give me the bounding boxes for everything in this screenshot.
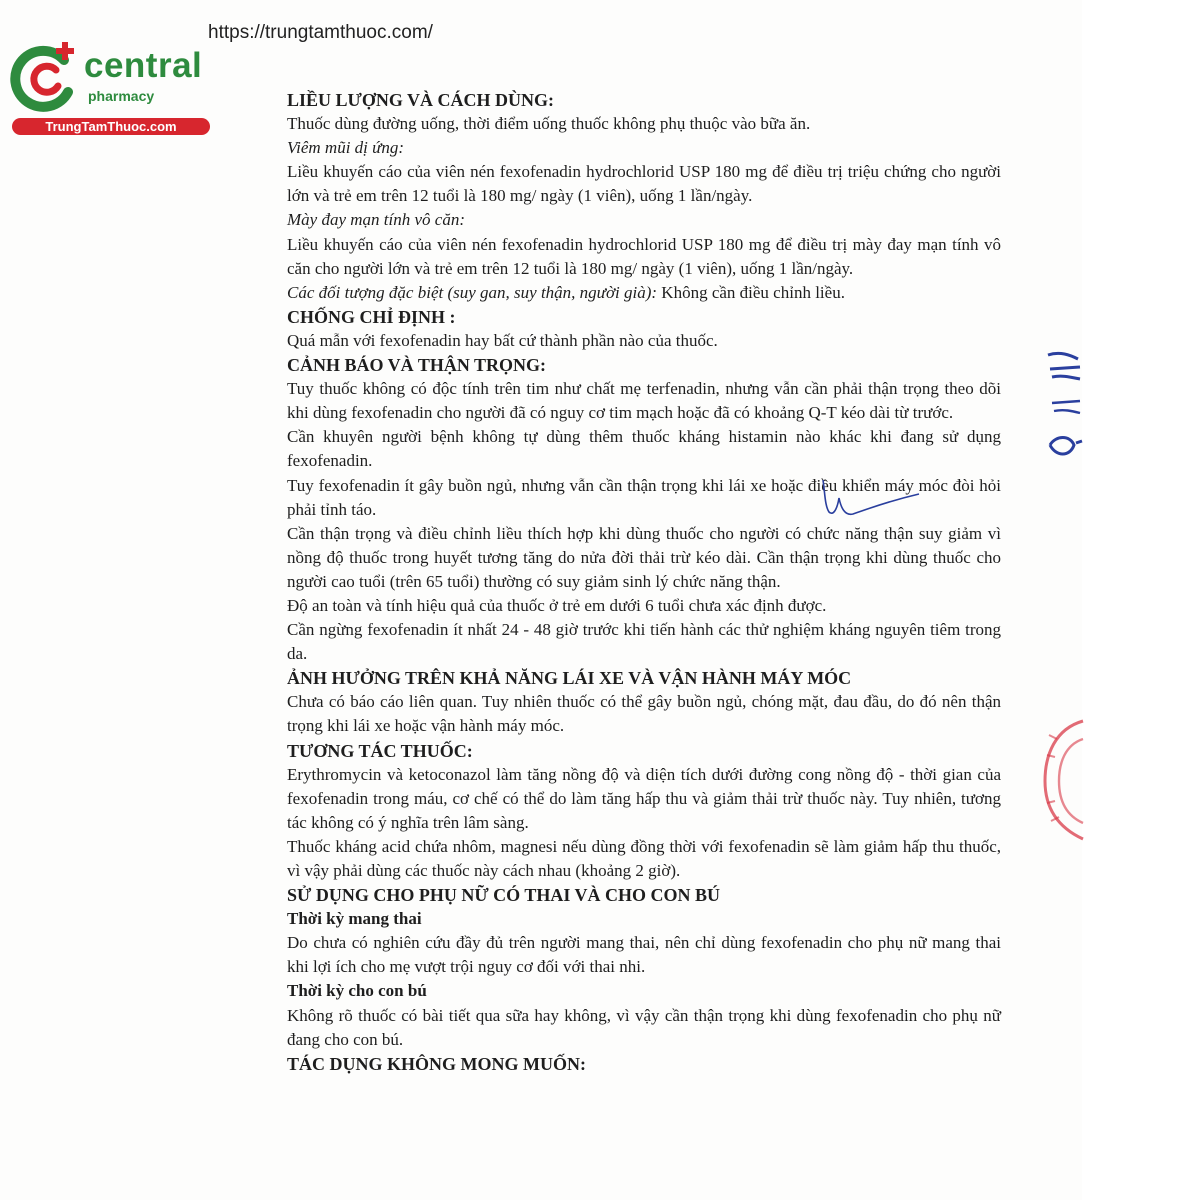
blue-stamp-edge <box>1040 345 1085 475</box>
handwritten-signature <box>815 472 925 522</box>
paragraph: Cần thận trọng và điều chỉnh liều thích hợp khi dùng thuốc cho người có chức năng thận suy giảm vì nồng độ thuốc trong huyết tương tăng do nửa đời thải trừ kéo dài. Cần thận trọng khi dùng thuốc cho người cao tuổi (trên 65 tuổi) thường có suy giảm sinh lý chức năng thận. <box>287 523 1001 591</box>
subheading: Thời kỳ cho con bú <box>287 981 427 1001</box>
paragraph: Liều khuyến cáo của viên nén fexofenadin hydrochlorid USP 180 mg để điều trị mày đay mạn tính vô căn cho người lớn và trẻ em trên 12 tuổi là 180 mg/ ngày (1 viên), uống 1 lần/ngày. <box>287 234 1001 278</box>
document-body <box>287 88 1001 1076</box>
subheading: Thời kỳ mang thai <box>287 909 422 929</box>
paragraph: Do chưa có nghiên cứu đầy đủ trên người mang thai, nên chỉ dùng fexofenadin cho phụ nữ mang thai khi lợi ích cho mẹ vượt trội nguy cơ đối với thai nhi. <box>287 933 1001 977</box>
logo-c-icon <box>10 38 90 118</box>
section-heading: CHỐNG CHỈ ĐỊNH : <box>287 306 456 327</box>
logo-name: central <box>84 46 203 85</box>
paragraph: Thuốc dùng đường uống, thời điểm uống thuốc không phụ thuộc vào bữa ăn. <box>287 114 811 134</box>
italic-label: Các đối tượng đặc biệt (suy gan, suy thận, người già): <box>287 282 658 302</box>
section-heading: SỬ DỤNG CHO PHỤ NỮ CÓ THAI VÀ CHO CON BÚ <box>287 885 721 906</box>
paragraph <box>287 281 1001 305</box>
logo-subtitle: pharmacy <box>88 88 155 104</box>
paragraph: Erythromycin và ketoconazol làm tăng nồng độ và diện tích dưới đường cong nồng độ - thời gian của fexofenadin trong máu, cơ chế có thể do làm tăng hấp thu và giảm thải trừ thuốc này. Tuy nhiên, tương tác không có ý nghĩa trên lâm sàng. <box>287 764 1001 832</box>
paragraph: Tuy fexofenadin ít gây buồn ngủ, nhưng vẫn cần thận trọng khi lái xe hoặc điều khiển máy móc đòi hỏi phải tỉnh táo. <box>287 475 1001 519</box>
paragraph: Cần ngừng fexofenadin ít nhất 24 - 48 giờ trước khi tiến hành các thử nghiệm kháng nguyên tiêm trong da. <box>287 620 1001 664</box>
section-heading: TƯƠNG TÁC THUỐC: <box>287 740 473 761</box>
paragraph: Quá mẫn với fexofenadin hay bất cứ thành phần nào của thuốc. <box>287 330 718 350</box>
paragraph: Liều khuyến cáo của viên nén fexofenadin hydrochlorid USP 180 mg để điều trị triệu chứng cho người lớn và trẻ em trên 12 tuổi là 180 mg/ ngày (1 viên), uống 1 lần/ngày. <box>287 162 1001 206</box>
page-url: https://trungtamthuoc.com/ <box>208 22 433 43</box>
section-heading: CẢNH BÁO VÀ THẬN TRỌNG: <box>287 355 547 376</box>
subheading: Viêm mũi dị ứng: <box>287 138 405 158</box>
paragraph: Chưa có báo cáo liên quan. Tuy nhiên thuốc có thể gây buồn ngủ, chóng mặt, đau đầu, do đó nên thận trọng khi lái xe hoặc vận hành máy móc. <box>287 692 1001 736</box>
paragraph: Độ an toàn và tính hiệu quả của thuốc ở trẻ em dưới 6 tuổi chưa xác định được. <box>287 595 827 615</box>
logo-url-bar: TrungTamThuoc.com <box>12 118 210 135</box>
section-heading: LIỀU LƯỢNG VÀ CÁCH DÙNG: <box>287 90 555 110</box>
subheading: Mày đay mạn tính vô căn: <box>287 210 465 230</box>
paragraph: Tuy thuốc không có độc tính trên tim như chất mẹ terfenadin, nhưng vẫn cần phải thận trọng theo dõi khi dùng fexofenadin cho người đã có nguy cơ tim mạch hoặc đã có khoảng Q-T kéo dài từ trước. <box>287 379 1001 423</box>
paragraph: Không rõ thuốc có bài tiết qua sữa hay không, vì vậy cần thận trọng khi dùng fexofenadin cho phụ nữ đang cho con bú. <box>287 1005 1001 1049</box>
paragraph: Cần khuyên người bệnh không tự dùng thêm thuốc kháng histamin nào khác khi đang sử dụng fexofenadin. <box>287 427 1001 471</box>
red-seal-stamp <box>1035 715 1085 845</box>
section-heading: ẢNH HƯỞNG TRÊN KHẢ NĂNG LÁI XE VÀ VẬN HÀNH MÁY MÓC <box>287 668 852 689</box>
paragraph-text: Không cần điều chỉnh liều. <box>657 282 845 302</box>
paragraph: Thuốc kháng acid chứa nhôm, magnesi nếu dùng đồng thời với fexofenadin sẽ làm giảm hấp thu thuốc, vì vậy phải dùng các thuốc này cách nhau (khoảng 2 giờ). <box>287 836 1001 880</box>
section-heading: TÁC DỤNG KHÔNG MONG MUỐN: <box>287 1053 586 1074</box>
